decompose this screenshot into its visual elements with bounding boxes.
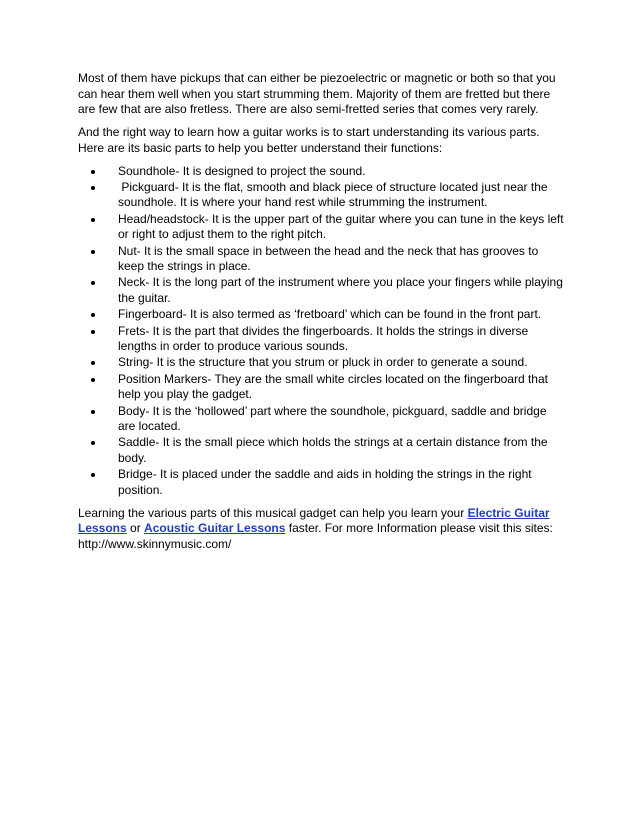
list-item xyxy=(78,212,564,243)
bullet-icon xyxy=(91,281,95,285)
list-item-text: Head/headstock- It is the upper part of the guitar where you can tune in the keys left or right to adjust them to the right pitch. xyxy=(118,211,564,242)
list-item-text: Pickguard- It is the flat, smooth and black piece of structure located just near the soundhole. It is where your hand rest while strumming the instrument. xyxy=(118,179,551,210)
list-item-text: Bridge- It is placed under the saddle and aids in holding the strings in the right position. xyxy=(118,467,532,498)
list-item-text: Nut- It is the small space in between the head and the neck that has grooves to keep the strings in place. xyxy=(118,243,539,274)
bullet-icon xyxy=(91,410,95,414)
closing-paragraph xyxy=(78,506,564,553)
bullet-icon xyxy=(91,218,95,222)
list-item-text: Position Markers- They are the small white circles located on the fingerboard that help you play the gadget. xyxy=(118,371,548,402)
list-item-text: Frets- It is the part that divides the fingerboards. It holds the strings in diverse lengths in order to produce various sounds. xyxy=(118,323,529,354)
list-item xyxy=(78,307,564,323)
list-item-text: Saddle- It is the small piece which holds the strings at a certain distance from the body. xyxy=(118,435,548,466)
list-item xyxy=(78,275,564,306)
intro-paragraph: Most of them have pickups that can either be piezoelectric or magnetic or both so that you can hear them well when you start strumming them. Majority of them are fretted but there are few that are also fretless. There are also semi-fretted series that comes very rarely. xyxy=(78,71,556,117)
bullet-icon xyxy=(91,170,95,174)
list-item xyxy=(78,404,564,435)
bullet-icon xyxy=(91,250,95,254)
list-item xyxy=(78,244,564,275)
list-item xyxy=(78,372,564,403)
list-item xyxy=(78,164,564,180)
electric-guitar-lessons-link[interactable]: Electric Guitar Lessons xyxy=(78,505,550,536)
document-page xyxy=(78,71,564,560)
bullet-icon xyxy=(91,330,95,334)
list-item xyxy=(78,324,564,355)
list-item-text: String- It is the structure that you strum or pluck in order to generate a sound. xyxy=(118,355,528,370)
guitar-parts-list xyxy=(78,164,564,499)
parts-intro-paragraph: And the right way to learn how a guitar works is to start understanding its various parts. Here are its basic parts to help you better understand their functions: xyxy=(78,125,540,155)
list-item xyxy=(78,467,564,498)
list-item xyxy=(78,435,564,466)
list-item-text: Fingerboard- It is also termed as ‘fretboard’ which can be found in the front part. xyxy=(118,307,542,322)
list-item xyxy=(78,180,564,211)
list-item xyxy=(78,355,564,371)
closing-text-before: Learning the various parts of this musical gadget can help you learn your xyxy=(78,505,468,520)
bullet-icon xyxy=(91,378,95,382)
list-item-text: Body- It is the ‘hollowed’ part where the soundhole, pickguard, saddle and bridge are located. xyxy=(118,403,547,434)
list-item-text: Soundhole- It is designed to project the sound. xyxy=(118,163,366,178)
bullet-icon xyxy=(91,441,95,445)
acoustic-guitar-lessons-link[interactable]: Acoustic Guitar Lessons xyxy=(144,521,286,536)
bullet-icon xyxy=(91,313,95,317)
closing-text-after: faster. For more Information please visit this sites: http://www.skinnymusic.com/ xyxy=(78,521,553,552)
bullet-icon xyxy=(91,361,95,365)
closing-text-between: or xyxy=(126,521,145,536)
bullet-icon xyxy=(91,473,95,477)
list-item-text: Neck- It is the long part of the instrument where you place your fingers while playing the guitar. xyxy=(118,275,563,306)
bullet-icon xyxy=(91,186,95,190)
